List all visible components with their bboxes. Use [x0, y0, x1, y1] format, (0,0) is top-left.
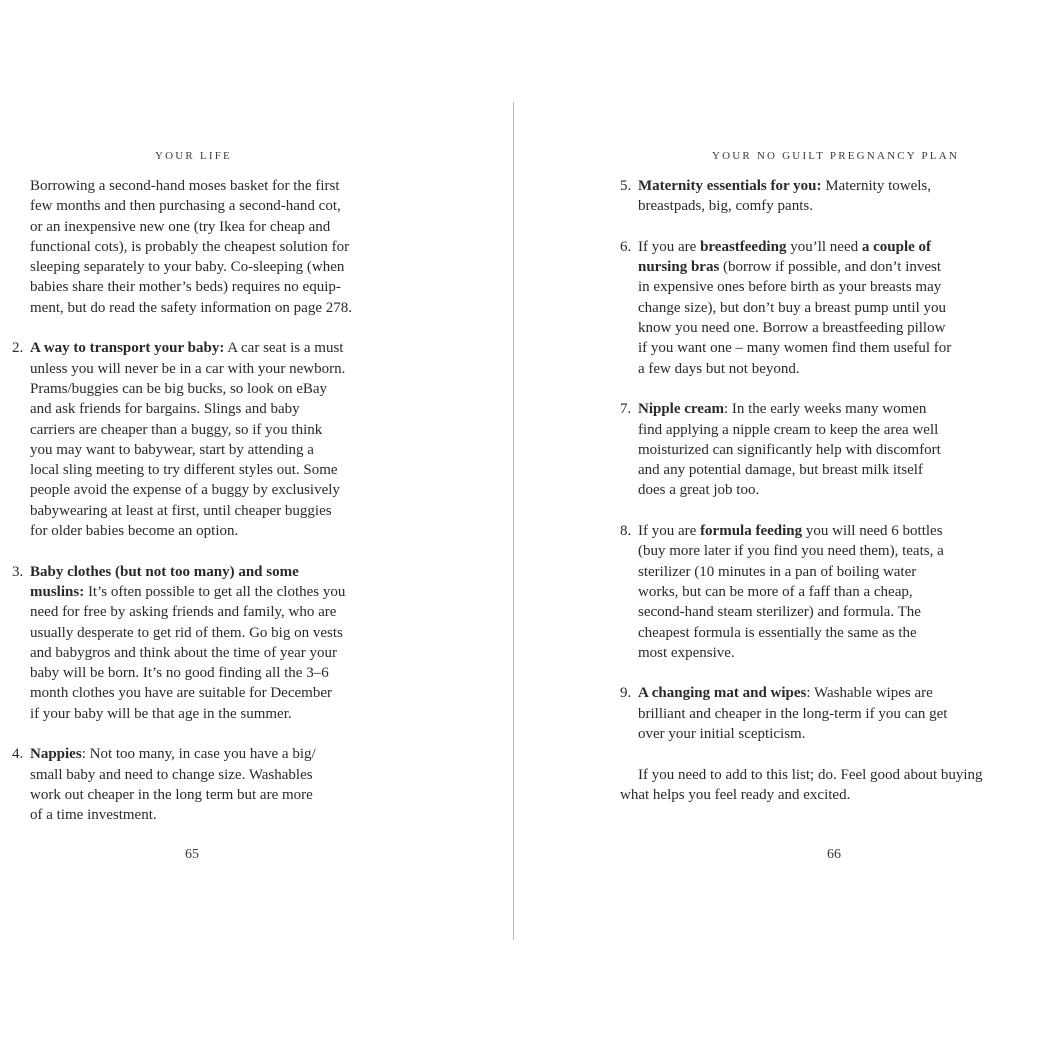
text-line: a few days but not beyond.: [638, 360, 800, 377]
item-number: 9.: [620, 685, 632, 702]
left-page: [0, 0, 513, 1042]
text-line: few months and then purchasing a second-hand cot,: [30, 198, 341, 215]
item-number: 8.: [620, 523, 632, 540]
text-line: know you need one. Borrow a breastfeeding pillow: [638, 320, 946, 337]
text-line: second-hand steam sterilizer) and formula. The: [638, 604, 921, 621]
item-number: 2.: [12, 340, 24, 357]
text-line: If you need to add to this list; do. Feel good about buying: [638, 766, 983, 783]
left-running-head: YOUR LIFE: [155, 150, 232, 162]
item-number: 5.: [620, 178, 632, 194]
item-heading: Nipple cream: [638, 401, 724, 418]
list-item: [12, 744, 382, 825]
text-line: breastpads, big, comfy pants.: [638, 198, 813, 215]
text-line: change size), but don’t buy a breast pump until you: [638, 299, 946, 316]
text-line: most expensive.: [638, 644, 735, 661]
item-heading: Baby clothes (but not too many) and some: [30, 563, 299, 580]
item-number: 7.: [620, 401, 632, 418]
item-text: It’s often possible to get all the clothes you: [84, 583, 346, 600]
item-heading: A way to transport your baby:: [30, 340, 225, 357]
text-line: does a great job too.: [638, 482, 760, 499]
text-line: brilliant and cheaper in the long-term if you can get: [638, 705, 948, 722]
text-line: month clothes you have are suitable for December: [30, 685, 332, 702]
text-line: [638, 257, 1038, 277]
text-line: [638, 521, 1038, 541]
text-line: or an inexpensive new one (try Ikea for cheap and: [30, 218, 331, 235]
right-running-head: YOUR NO GUILT PREGNANCY PLAN: [712, 150, 959, 162]
text-line: what helps you feel ready and excited.: [620, 786, 851, 803]
text-line: for older babies become an option.: [30, 523, 239, 540]
text-line: usually desperate to get rid of them. Go big on vests: [30, 624, 343, 641]
text-line: carriers are cheaper than a buggy, so if you think: [30, 421, 323, 438]
text-line: over your initial scepticism.: [638, 726, 806, 743]
right-page-number: 66: [827, 847, 841, 862]
text-line: Prams/buggies can be big bucks, so look on eBay: [30, 380, 328, 397]
text-line: babies share their mother’s beds) requires no equip-: [30, 279, 341, 296]
text-line: moisturized can significantly help with discomfort: [638, 441, 941, 458]
text-line: in expensive ones before birth as your breasts may: [638, 279, 942, 296]
text-line: sterilizer (10 minutes in a pan of boiling water: [638, 563, 917, 580]
list-item: [620, 237, 1038, 379]
text-line: sleeping separately to your baby. Co-sleeping (when: [30, 259, 345, 276]
right-text-block: [620, 176, 1038, 805]
item-text: (borrow if possible, and don’t invest: [719, 259, 942, 276]
text-line: find applying a nipple cream to keep the area well: [638, 421, 939, 438]
item-text: : In the early weeks many women: [723, 401, 927, 418]
item-text: you will need 6 bottles: [802, 523, 943, 540]
item-heading: A changing mat and wipes: [638, 685, 807, 702]
text-line: [638, 176, 1038, 196]
item-number: 4.: [12, 746, 24, 763]
list-item: [620, 521, 1038, 663]
item-number: 6.: [620, 238, 632, 255]
item-text: Maternity towels,: [821, 178, 932, 194]
item-heading: nursing bras: [638, 259, 720, 276]
list-item: [12, 338, 382, 541]
right-page: [514, 0, 1042, 1042]
item-heading: breastfeeding: [700, 238, 787, 255]
text-line: (buy more later if you find you need them), teats, a: [638, 543, 944, 560]
left-text-block: [12, 176, 382, 826]
list-item: [620, 683, 1038, 744]
item-text: If you are: [638, 523, 701, 540]
list-item: [620, 399, 1038, 500]
item-text: If you are: [638, 238, 701, 255]
text-line: [638, 237, 1038, 257]
item-heading: a couple of: [861, 238, 932, 255]
item-heading: Nappies: [30, 746, 82, 763]
text-line: Borrowing a second-hand moses basket for the first: [30, 178, 340, 194]
text-line: unless you will never be in a car with your newborn.: [30, 360, 346, 377]
text-line: and babygros and think about the time of year your: [30, 644, 338, 661]
text-line: need for free by asking friends and family, who are: [30, 604, 337, 621]
text-line: small baby and need to change size. Washables: [30, 766, 313, 783]
item-heading: muslins:: [30, 583, 85, 600]
intro-paragraph: [30, 176, 382, 318]
text-line: and ask friends for bargains. Slings and baby: [30, 401, 300, 418]
text-line: [638, 683, 1038, 703]
text-line: work out cheaper in the long term but are more: [30, 786, 313, 803]
text-line: if your baby will be that age in the summer.: [30, 705, 292, 722]
text-line: works, but can be more of a faff than a cheap,: [638, 583, 913, 600]
text-line: [30, 338, 382, 358]
item-heading: formula feeding: [700, 523, 803, 540]
left-page-number: 65: [185, 847, 199, 862]
text-line: of a time investment.: [30, 807, 157, 824]
text-line: [30, 744, 382, 764]
list-item: [620, 176, 1038, 217]
item-text: : Washable wipes are: [806, 685, 933, 702]
text-line: and any potential damage, but breast milk itself: [638, 462, 923, 479]
list-item: [12, 562, 382, 724]
text-line: functional cots), is probably the cheapest solution for: [30, 238, 350, 255]
text-line: [30, 582, 382, 602]
text-line: babywearing at least at first, until cheaper buggies: [30, 502, 332, 519]
closing-paragraph: [620, 765, 1038, 806]
text-line: if you want one – many women find them useful for: [638, 340, 952, 357]
item-text: : Not too many, in case you have a big/: [81, 746, 316, 763]
text-line: [638, 399, 1038, 419]
text-line: baby will be born. It’s no good finding all the 3–6: [30, 665, 329, 682]
item-heading: Maternity essentials for you:: [638, 178, 822, 194]
item-text: A car seat is a must: [224, 340, 344, 357]
item-number: 3.: [12, 563, 24, 580]
text-line: [30, 562, 382, 582]
text-line: ment, but do read the safety information on page 278.: [30, 299, 352, 316]
item-text: you’ll need: [786, 238, 862, 255]
text-line: you may want to babywear, start by attending a: [30, 441, 314, 458]
text-line: local sling meeting to try different styles out. Some: [30, 462, 338, 479]
text-line: people avoid the expense of a buggy by exclusively: [30, 482, 340, 499]
text-line: cheapest formula is essentially the same as the: [638, 624, 917, 641]
